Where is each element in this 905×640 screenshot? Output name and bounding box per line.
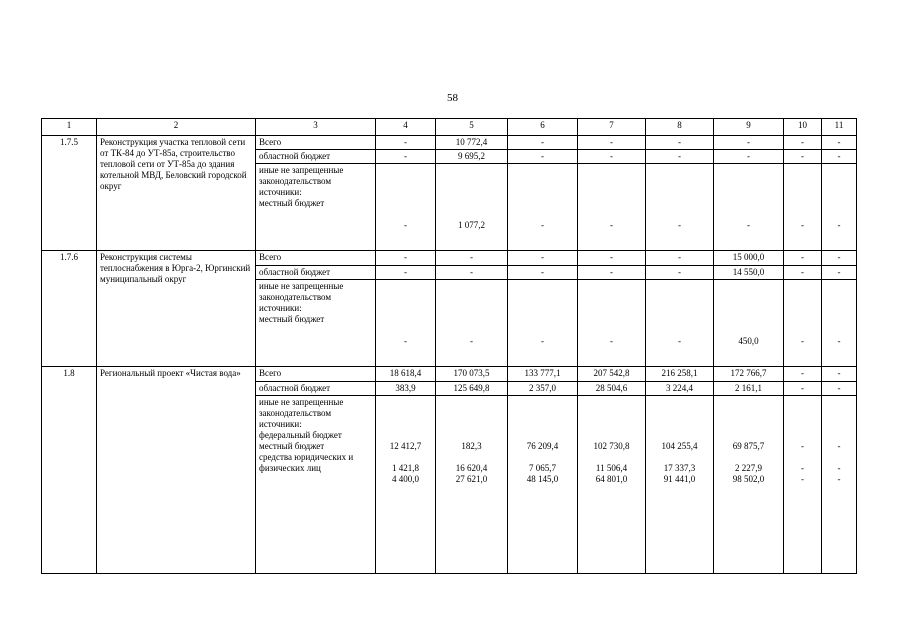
value-cell-stack	[436, 164, 508, 251]
value-cell: -	[822, 150, 857, 164]
value-cell: -	[822, 367, 857, 381]
project-total-row	[42, 367, 857, 381]
value-cell: 133 777,1	[508, 367, 578, 381]
header-cell: 8	[646, 119, 714, 136]
value-cell: -	[436, 251, 508, 265]
value-cell: 91 441,0	[663, 474, 696, 485]
value-cell-stack	[822, 396, 857, 574]
value-cell: 15 000,0	[714, 251, 784, 265]
value-cell-stack	[784, 396, 822, 574]
value-cell: -	[508, 251, 578, 265]
value-cell-stack	[822, 164, 857, 251]
spacer	[511, 165, 574, 220]
spacer	[581, 165, 642, 220]
header-cell: 9	[714, 119, 784, 136]
spacer	[379, 397, 432, 441]
spacer	[717, 397, 780, 441]
value-cell: -	[578, 150, 646, 164]
value-cell: 1 077,2	[458, 220, 485, 231]
source-label: Всего	[256, 251, 376, 265]
value-cell: 12 412,7	[389, 441, 422, 452]
value-cell: 2 357,0	[508, 381, 578, 395]
value-cell: -	[678, 336, 681, 347]
value-cell: -	[784, 251, 822, 265]
spacer	[825, 397, 853, 441]
value-cell-stack	[646, 280, 714, 367]
header-cell: 2	[97, 119, 256, 136]
value-cell: -	[801, 220, 804, 231]
value-cell: 450,0	[738, 336, 759, 347]
spacer	[581, 281, 642, 336]
project-name: Региональный проект «Чистая вода»	[97, 367, 256, 574]
value-cell: 2 227,9	[735, 463, 762, 474]
value-cell-stack	[578, 280, 646, 367]
value-cell: -	[646, 265, 714, 279]
value-cell: -	[837, 336, 841, 347]
value-cell: 28 504,6	[578, 381, 646, 395]
value-cell: 14 550,0	[714, 265, 784, 279]
value-cell: -	[837, 441, 841, 452]
value-cell: -	[646, 135, 714, 149]
value-cell-stack	[376, 164, 436, 251]
value-cell: 48 145,0	[526, 474, 559, 485]
value-cell: 207 542,8	[578, 367, 646, 381]
spacer	[787, 281, 818, 336]
value-cell: -	[610, 220, 613, 231]
source-label: Всего	[256, 367, 376, 381]
value-cell: -	[470, 336, 473, 347]
value-cell-stack	[822, 280, 857, 367]
value-cell: 170 073,5	[436, 367, 508, 381]
value-cell: 104 255,4	[661, 441, 698, 452]
value-cell: -	[822, 381, 857, 395]
value-cell-stack	[578, 396, 646, 574]
value-cell: -	[436, 265, 508, 279]
value-cell-stack	[436, 396, 508, 574]
spacer	[649, 281, 710, 336]
value-cell: -	[784, 367, 822, 381]
other-sources-label: иные не запрещенные законодательством источники:	[259, 397, 344, 430]
value-cell: 98 502,0	[732, 474, 765, 485]
value-cell-stack	[646, 164, 714, 251]
value-cell: -	[784, 135, 822, 149]
value-cell: 9 695,2	[436, 150, 508, 164]
other-sources-cell	[256, 164, 376, 251]
value-cell: -	[747, 220, 750, 231]
value-cell: -	[578, 135, 646, 149]
project-number: 1.7.5	[42, 135, 97, 251]
value-cell: -	[714, 150, 784, 164]
other-sources-label: иные не запрещенные законодательством источники:	[259, 281, 344, 314]
value-cell: 182,3	[461, 441, 482, 452]
value-cell: 64 801,0	[595, 474, 628, 485]
value-cell: -	[837, 220, 841, 231]
value-cell-stack	[646, 396, 714, 574]
spacer	[787, 165, 818, 220]
value-cell: 11 506,4	[595, 463, 628, 474]
value-cell: -	[801, 463, 804, 474]
value-cell: -	[822, 265, 857, 279]
spacer	[511, 397, 574, 441]
value-cell-stack	[508, 396, 578, 574]
value-cell: 102 730,8	[593, 441, 630, 452]
project-name: Реконструкция системы теплоснабжения в Юрга-2, Юргинский муниципальный округ	[97, 251, 256, 367]
project-number: 1.8	[42, 367, 97, 574]
value-cell-stack	[714, 396, 784, 574]
value-cell: -	[822, 135, 857, 149]
header-cell: 7	[578, 119, 646, 136]
spacer	[649, 397, 710, 441]
value-cell-stack	[376, 280, 436, 367]
value-cell: -	[837, 463, 841, 474]
value-cell: -	[508, 135, 578, 149]
value-cell: 10 772,4	[436, 135, 508, 149]
spacer	[439, 397, 504, 441]
other-sources-cell	[256, 280, 376, 367]
value-cell: -	[508, 265, 578, 279]
value-cell: -	[376, 150, 436, 164]
header-cell: 10	[784, 119, 822, 136]
value-cell: -	[404, 336, 407, 347]
value-cell: -	[404, 220, 407, 231]
value-cell: -	[784, 265, 822, 279]
value-cell: -	[376, 251, 436, 265]
value-cell: -	[837, 474, 841, 485]
spacer	[439, 165, 504, 220]
value-cell: -	[784, 150, 822, 164]
spacer	[717, 281, 780, 336]
value-cell: -	[646, 150, 714, 164]
value-cell: 69 875,7	[732, 441, 765, 452]
page-number: 58	[447, 92, 458, 104]
value-cell: -	[508, 150, 578, 164]
project-total-row	[42, 251, 857, 265]
source-label: областной бюджет	[256, 150, 376, 164]
source-label: областной бюджет	[256, 381, 376, 395]
other-sources-label: иные не запрещенные законодательством источники:	[259, 165, 344, 198]
sub-source-label: федеральный бюджет	[259, 430, 342, 441]
spacer	[825, 281, 853, 336]
value-cell: -	[678, 220, 681, 231]
source-label: Всего	[256, 135, 376, 149]
header-row	[42, 119, 857, 136]
value-cell: 16 620,4	[455, 463, 488, 474]
value-cell: 3 224,4	[646, 381, 714, 395]
budget-table	[41, 118, 857, 574]
spacer	[581, 397, 642, 441]
value-cell: 1 421,8	[392, 463, 419, 474]
value-cell: -	[610, 336, 613, 347]
spacer	[379, 281, 432, 336]
value-cell: 172 766,7	[714, 367, 784, 381]
value-cell: 2 161,1	[714, 381, 784, 395]
header-cell: 6	[508, 119, 578, 136]
value-cell-stack	[784, 164, 822, 251]
spacer	[825, 165, 853, 220]
header-cell: 11	[822, 119, 857, 136]
value-cell: -	[376, 135, 436, 149]
sub-source-label: местный бюджет	[259, 198, 325, 209]
project-number: 1.7.6	[42, 251, 97, 367]
spacer	[439, 281, 504, 336]
value-cell: 4 400,0	[392, 474, 419, 485]
value-cell: -	[801, 474, 804, 485]
value-cell: -	[541, 336, 544, 347]
value-cell-stack	[784, 280, 822, 367]
value-cell: -	[822, 251, 857, 265]
value-cell: 27 621,0	[455, 474, 488, 485]
value-cell: 17 337,3	[663, 463, 696, 474]
spacer	[649, 165, 710, 220]
header-cell: 5	[436, 119, 508, 136]
sub-source-label: местный бюджет	[259, 314, 325, 325]
value-cell: -	[541, 220, 544, 231]
value-cell: 216 258,1	[646, 367, 714, 381]
value-cell: -	[646, 251, 714, 265]
value-cell: 18 618,4	[376, 367, 436, 381]
value-cell: -	[578, 265, 646, 279]
header-cell: 3	[256, 119, 376, 136]
source-label: областной бюджет	[256, 265, 376, 279]
spacer	[717, 165, 780, 220]
value-cell-stack	[578, 164, 646, 251]
sub-source-label: местный бюджет	[259, 441, 325, 452]
value-cell: 383,9	[376, 381, 436, 395]
value-cell-stack	[376, 396, 436, 574]
value-cell: -	[801, 441, 804, 452]
value-cell: -	[578, 251, 646, 265]
header-cell: 1	[42, 119, 97, 136]
project-name: Реконструкция участка тепловой сети от ТК-84 до УТ-85а, строительство тепловой сети от УТ-85а до здания котельной МВД, Беловский городской округ	[97, 135, 256, 251]
value-cell: -	[784, 381, 822, 395]
value-cell: -	[376, 265, 436, 279]
spacer	[379, 165, 432, 220]
value-cell-stack	[508, 164, 578, 251]
value-cell-stack	[714, 280, 784, 367]
value-cell: 125 649,8	[436, 381, 508, 395]
value-cell-stack	[714, 164, 784, 251]
value-cell: 7 065,7	[529, 463, 556, 474]
value-cell: -	[801, 336, 804, 347]
sub-source-label: средства юридических и физических лиц	[259, 452, 354, 474]
spacer	[511, 281, 574, 336]
spacer	[787, 397, 818, 441]
value-cell-stack	[508, 280, 578, 367]
value-cell: 76 209,4	[526, 441, 559, 452]
other-sources-cell	[256, 396, 376, 574]
value-cell-stack	[436, 280, 508, 367]
project-total-row	[42, 135, 857, 149]
header-cell: 4	[376, 119, 436, 136]
value-cell: -	[714, 135, 784, 149]
